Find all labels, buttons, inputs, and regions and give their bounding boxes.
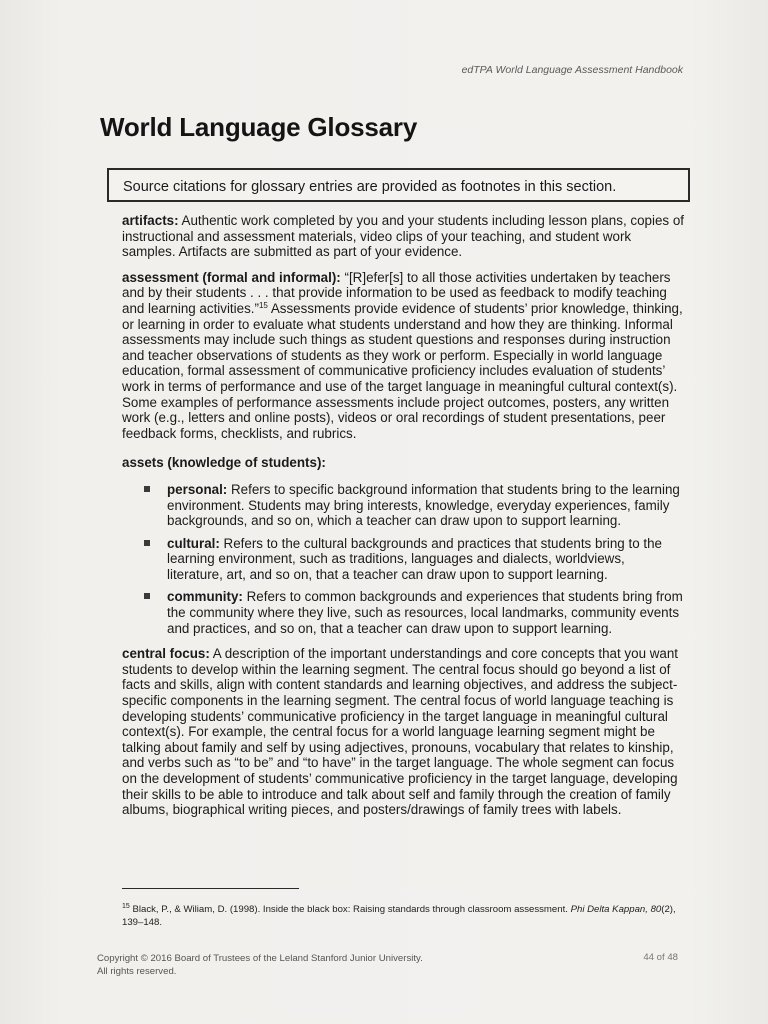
glossary-definition: Refers to common backgrounds and experiences that students bring from the community where they live, such as resources, local landmarks, community events and practices, and so on, that a teacher can draw upon to support learning.: [167, 589, 683, 636]
glossary-definition: Authentic work completed by you and your students including lesson plans, copies of instructional and assessment materials, video clips of your teaching, and student work samples. Artifacts are submitted as part of your evidence.: [122, 213, 684, 260]
glossary-term: cultural:: [167, 535, 220, 551]
running-header: edTPA World Language Assessment Handbook: [461, 64, 683, 76]
glossary-term: central focus:: [122, 646, 210, 662]
copyright-notice: [97, 952, 457, 978]
footnote-number: 15: [122, 903, 130, 910]
glossary-definition: “[R]efer[s] to all those activities undertaken by teachers and by their students . . . that provide information to be used as feedback to modify teaching and learning activities.”: [122, 269, 671, 316]
footnote-citation: Black, P., & Wiliam, D. (1998). Inside the black box: Raising standards through classroom assessment.: [129, 904, 571, 915]
list-item-community: [144, 589, 684, 636]
glossary-content: [122, 213, 684, 828]
list-item-cultural: [144, 536, 684, 583]
glossary-term: community:: [167, 589, 243, 605]
glossary-entry-assessment: [122, 270, 684, 442]
footnote-marker: 15: [258, 300, 268, 310]
list-item-personal: [144, 482, 684, 529]
footnote-journal: Phi Delta Kappan, 80: [570, 904, 662, 915]
assets-list: [122, 482, 684, 636]
copyright-line: Copyright © 2016 Board of Trustees of the Leland Stanford Junior University.: [97, 953, 423, 964]
footnote-divider: [122, 888, 299, 889]
glossary-definition: Refers to specific background information that students bring to the learning environment. Students may bring interests, knowledge, everyday experiences, family backgrounds, and so on, which a teacher can draw upon to support learning.: [167, 481, 680, 529]
page-number: 44 of 48: [643, 952, 678, 963]
rights-line: All rights reserved.: [97, 966, 177, 977]
glossary-definition: A description of the important understandings and core concepts that you want students to develop within the learning segment. The central focus should go beyond a list of facts and skills, align with content standards and learning objectives, and address the subject-specific components in the learning segment. The central focus of world language teaching is developing students’ communicative proficiency in the target language in meaningful cultural context(s). For example, the central focus for a world language learning segment might be talking about family and self by using adjectives, pronouns, vocabulary that relates to kinship, and verbs such as “to be” and “to have” in the target language. The whole segment can focus on the development of students’ communicative proficiency in the target language, developing their skills to be able to introduce and talk about self and family through the creation of family albums, biographical writing pieces, and posters/drawings of family trees with labels.: [122, 646, 679, 818]
footnote-issue-pages: (2), 139–148.: [122, 904, 676, 928]
page-title: World Language Glossary: [100, 112, 418, 142]
glossary-term: artifacts:: [122, 213, 179, 228]
glossary-definition-continued: Assessments provide evidence of students’ prior knowledge, thinking, or learning in order to evaluate what students understand and how they are thinking. Informal assessments may include such things as student questions and responses during instruction and teacher observations of students as they work or perform. Especially in world language education, formal assessment of communicative proficiency includes evaluation of students’ work in terms of performance and use of the target language in meaningful cultural context(s). Some examples of performance assessments include project outcomes, posters, any written work (e.g., letters and online posts), videos or oral recordings of student presentations, peer feedback forms, checklists, and rubrics.: [122, 300, 683, 441]
source-citation-note: Source citations for glossary entries are provided as footnotes in this section.: [107, 168, 690, 202]
glossary-term: assessment (formal and informal):: [122, 269, 341, 285]
square-bullet-icon: [144, 593, 150, 599]
glossary-term: personal:: [167, 481, 228, 497]
glossary-entry-assets-heading: assets (knowledge of students):: [122, 455, 326, 471]
footnote: [122, 903, 682, 929]
glossary-entry-artifacts: [122, 213, 684, 260]
glossary-entry-central-focus: [122, 646, 684, 818]
square-bullet-icon: [144, 486, 150, 492]
glossary-definition: Refers to the cultural backgrounds and practices that students bring to the learning environment, such as traditions, languages and dialects, worldviews, literature, art, and so on, that a teacher can draw upon to support learning.: [167, 535, 662, 582]
square-bullet-icon: [144, 540, 150, 546]
